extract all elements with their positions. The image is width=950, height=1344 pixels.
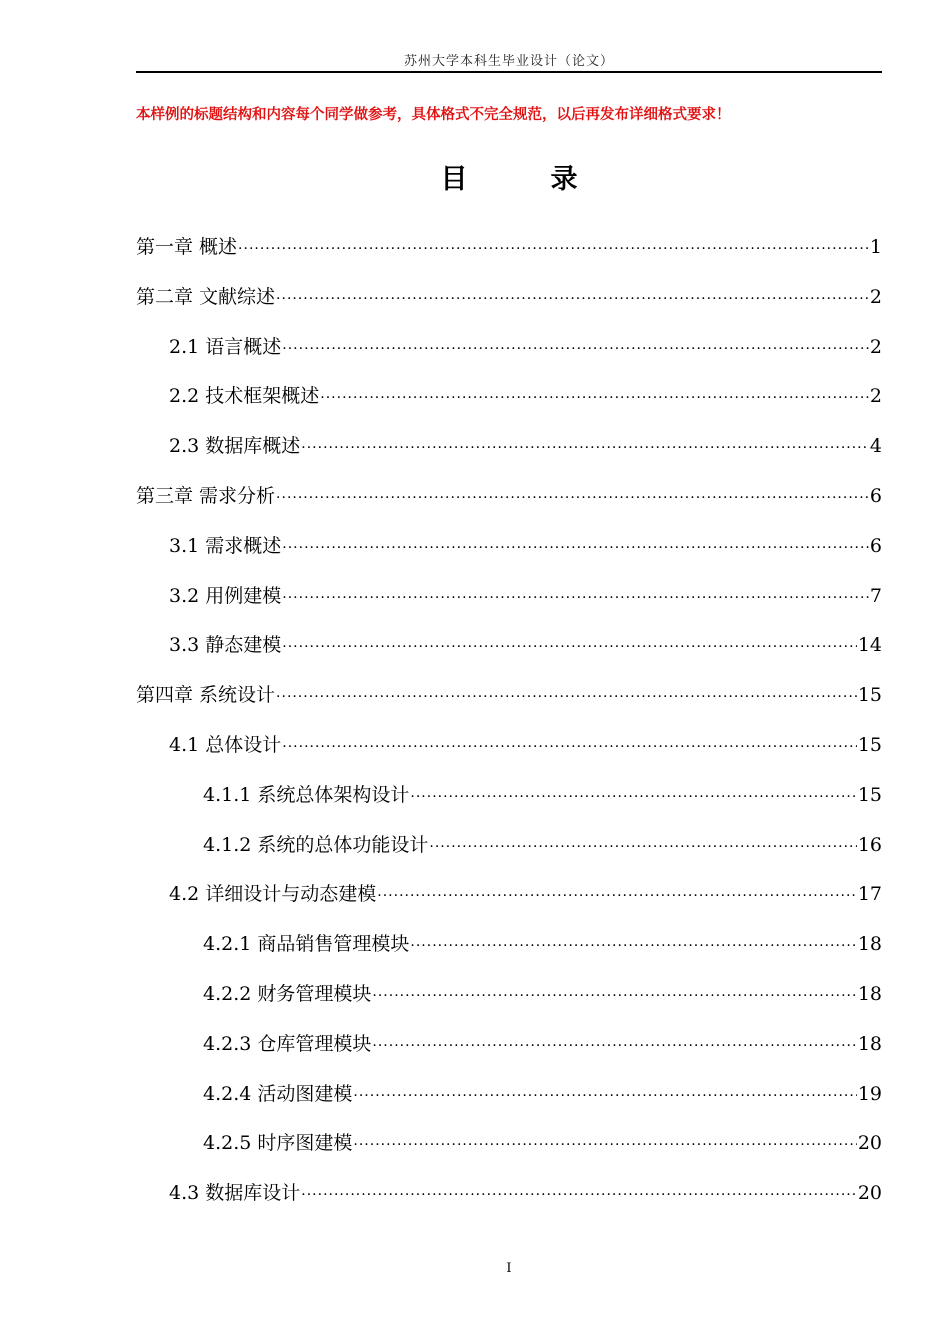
toc-entry-title: 4.3 数据库设计: [169, 1182, 301, 1205]
toc-entry[interactable]: [136, 1029, 882, 1079]
toc-entry-title: 4.2.2 财务管理模块: [203, 982, 372, 1005]
toc-entry-title: 2.1 语言概述: [169, 335, 282, 358]
toc-title: 目 录: [440, 164, 606, 195]
toc-entry-title: 3.2 用例建模: [169, 584, 282, 607]
toc-entry-page: 20: [857, 1182, 882, 1205]
page-number: I: [506, 1261, 512, 1276]
toc-entry-page: 6: [869, 534, 882, 557]
toc-dot-leader: [282, 739, 857, 755]
toc-entry[interactable]: [136, 232, 882, 282]
table-of-contents: [136, 232, 882, 1228]
toc-dot-leader: [410, 938, 856, 954]
toc-entry-page: 17: [857, 883, 882, 906]
toc-dot-leader: [353, 1088, 856, 1104]
toc-entry-title: 4.2.4 活动图建模: [203, 1082, 353, 1105]
toc-entry-page: 2: [869, 335, 882, 358]
toc-entry-title: 4.2.3 仓库管理模块: [203, 1032, 372, 1055]
toc-entry[interactable]: [136, 1128, 882, 1178]
toc-entry[interactable]: [136, 830, 882, 880]
toc-entry-page: 2: [869, 285, 882, 308]
toc-entry-page: 6: [869, 484, 882, 507]
toc-dot-leader: [282, 540, 869, 556]
toc-entry-title: 4.1.1 系统总体架构设计: [203, 783, 410, 806]
toc-entry-page: 15: [857, 684, 882, 707]
toc-entry[interactable]: [136, 680, 882, 730]
toc-entry[interactable]: [136, 581, 882, 631]
toc-dot-leader: [301, 440, 869, 456]
toc-entry-page: 4: [869, 435, 882, 458]
toc-entry-page: 19: [857, 1082, 882, 1105]
toc-entry[interactable]: [136, 431, 882, 481]
toc-entry[interactable]: [136, 929, 882, 979]
toc-entry-title: 4.2.5 时序图建模: [203, 1132, 353, 1155]
toc-entry[interactable]: [136, 481, 882, 531]
toc-dot-leader: [276, 291, 869, 307]
toc-entry-title: 2.3 数据库概述: [169, 435, 301, 458]
toc-entry-title: 4.1 总体设计: [169, 733, 282, 756]
toc-entry[interactable]: [136, 531, 882, 581]
toc-dot-leader: [276, 689, 857, 705]
toc-dot-leader: [320, 390, 869, 406]
toc-dot-leader: [353, 1137, 856, 1153]
toc-entry-title: 4.1.2 系统的总体功能设计: [203, 833, 429, 856]
toc-entry-title: 4.2.1 商品销售管理模块: [203, 933, 410, 956]
toc-entry-page: 18: [857, 933, 882, 956]
toc-entry[interactable]: [136, 332, 882, 382]
toc-dot-leader: [276, 490, 869, 506]
toc-entry-title: 2.2 技术框架概述: [169, 385, 320, 408]
page-header: 苏州大学本科生毕业设计（论文）: [403, 54, 614, 69]
toc-dot-leader: [282, 590, 869, 606]
toc-dot-leader: [238, 241, 869, 257]
toc-dot-leader: [282, 341, 869, 357]
toc-entry-title: 第四章 系统设计: [136, 684, 276, 707]
toc-entry[interactable]: [136, 780, 882, 830]
toc-entry-title: 第三章 需求分析: [136, 484, 276, 507]
toc-entry-page: 14: [857, 634, 882, 657]
toc-dot-leader: [372, 988, 856, 1004]
toc-entry-page: 16: [857, 833, 882, 856]
toc-entry-title: 第一章 概述: [136, 236, 238, 258]
toc-entry-title: 第二章 文献综述: [136, 285, 276, 308]
toc-entry-title: 3.3 静态建模: [169, 634, 282, 657]
toc-entry-title: 4.2 详细设计与动态建模: [169, 883, 377, 906]
toc-entry[interactable]: [136, 381, 882, 431]
toc-entry[interactable]: [136, 1178, 882, 1228]
header-rule: [136, 71, 882, 73]
toc-dot-leader: [429, 839, 856, 855]
toc-entry-page: 18: [857, 1032, 882, 1055]
toc-dot-leader: [410, 789, 856, 805]
toc-entry-page: 7: [869, 584, 882, 607]
toc-entry[interactable]: [136, 979, 882, 1029]
toc-dot-leader: [377, 888, 857, 904]
toc-entry[interactable]: [136, 630, 882, 680]
toc-entry[interactable]: [136, 282, 882, 332]
toc-entry[interactable]: [136, 1079, 882, 1129]
toc-entry-page: 2: [869, 385, 882, 408]
toc-entry[interactable]: [136, 730, 882, 780]
toc-entry-page: 18: [857, 982, 882, 1005]
toc-dot-leader: [372, 1038, 856, 1054]
toc-entry[interactable]: [136, 879, 882, 929]
toc-entry-page: 15: [857, 783, 882, 806]
toc-dot-leader: [282, 639, 857, 655]
toc-dot-leader: [301, 1187, 857, 1203]
toc-entry-page: 15: [857, 733, 882, 756]
toc-entry-page: 20: [857, 1132, 882, 1155]
format-notice: 本样例的标题结构和内容每个同学做参考，具体格式不完全规范，以后再发布详细格式要求！: [136, 107, 731, 123]
toc-entry-title: 3.1 需求概述: [169, 534, 282, 557]
toc-entry-page: 1: [869, 236, 882, 258]
